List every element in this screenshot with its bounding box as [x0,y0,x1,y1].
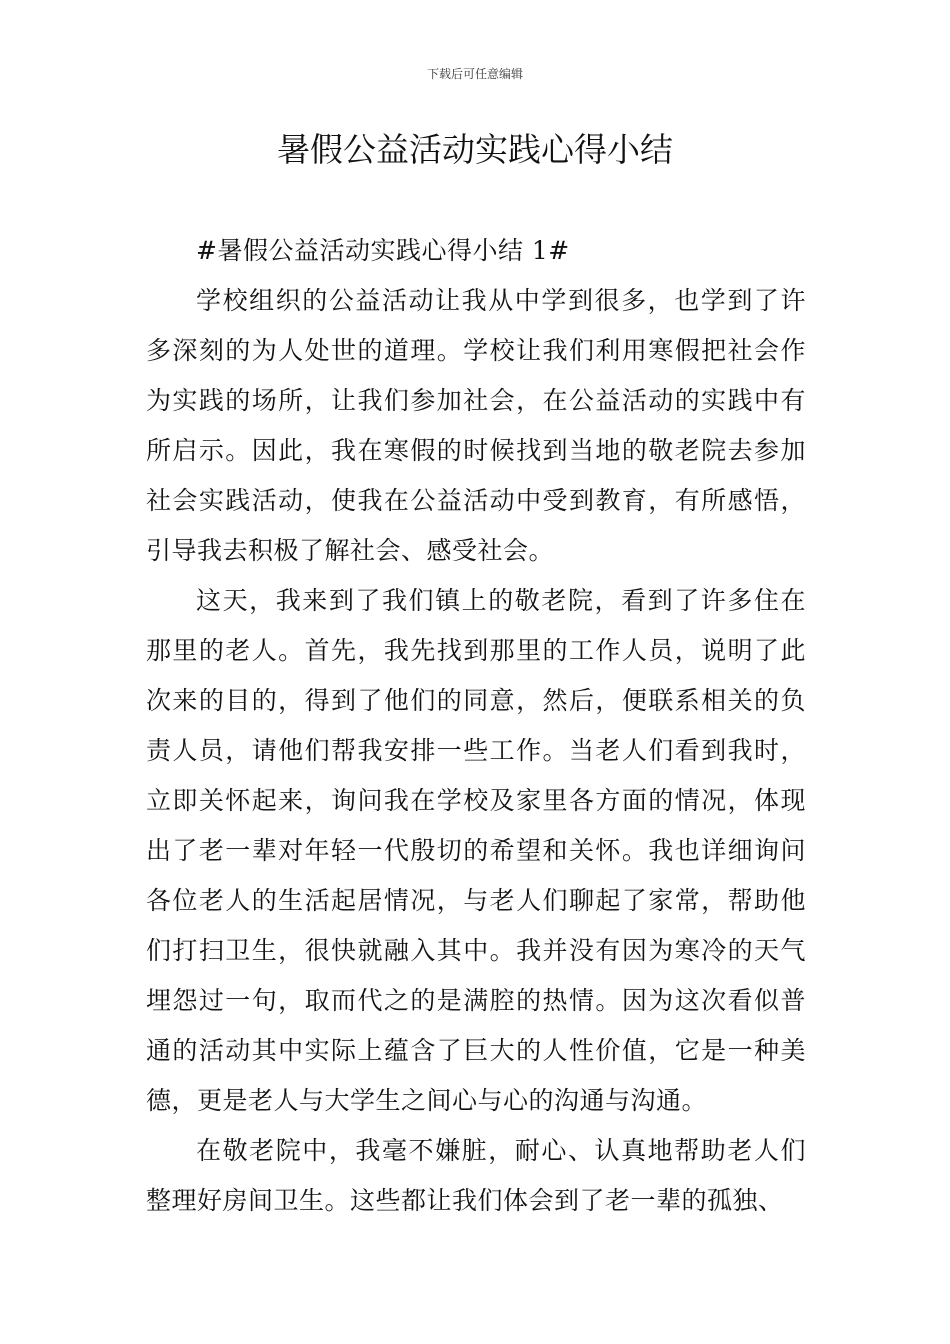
document-body [146,226,806,1226]
section-heading: #暑假公益活动实践心得小结 1# [196,236,570,265]
body-paragraph: 学校组织的公益活动让我从中学到很多，也学到了许多深刻的为人处世的道理。学校让我们利用寒假把社会作为实践的场所，让我们参加社会，在公益活动的实践中有所启示。因此，我在寒假的时候找到当地的敬老院去参加社会实践活动，使我在公益活动中受到教育，有所感悟，引导我去积极了解社会、感受社会。 [146,286,806,565]
body-paragraph: 这天，我来到了我们镇上的敬老院，看到了许多住在那里的老人。首先，我先找到那里的工作人员，说明了此次来的目的，得到了他们的同意，然后，便联系相关的负责人员，请他们帮我安排一些工作。当老人们看到我时，立即关怀起来，询问我在学校及家里各方面的情况，体现出了老一辈对年轻一代殷切的希望和关怀。我也详细询问各位老人的生活起居情况，与老人们聊起了家常，帮助他们打扫卫生，很快就融入其中。我并没有因为寒冷的天气埋怨过一句，取而代之的是满腔的热情。因为这次看似普通的活动其中实际上蕴含了巨大的人性价值，它是一种美德，更是老人与大学生之间心与心的沟通与沟通。 [146,586,806,1115]
body-paragraph: 在敬老院中，我毫不嫌脏，耐心、认真地帮助老人们整理好房间卫生。这些都让我们体会到了老一辈的孤独、 [146,1136,806,1215]
document-title: 暑假公益活动实践心得小结 [277,130,673,169]
page-header-note: 下载后可任意编辑 [426,67,523,81]
